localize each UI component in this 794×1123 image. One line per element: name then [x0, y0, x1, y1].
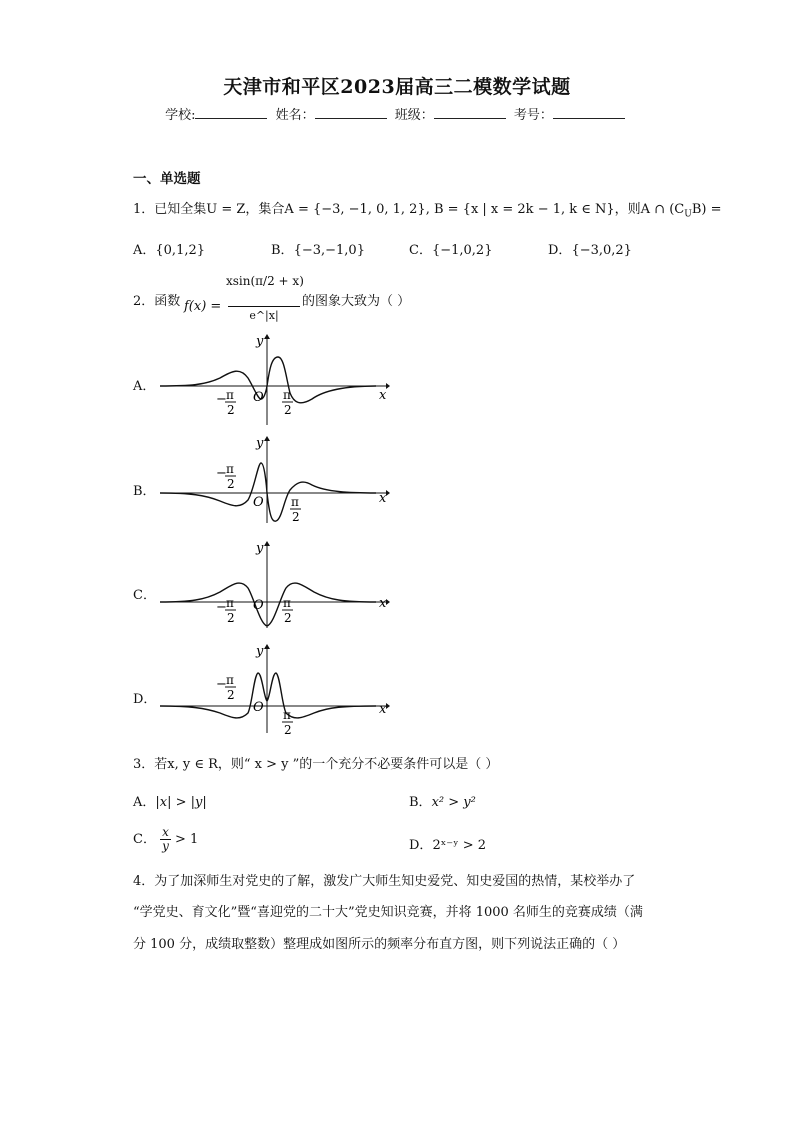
axis-y-label: y: [256, 436, 264, 451]
q2-graph-d: [150, 643, 390, 735]
q1-option-b: [271, 239, 365, 258]
pi-den: 2: [284, 723, 292, 735]
origin-label: O: [253, 390, 264, 405]
option-text: {−3,−1,0}: [293, 243, 365, 258]
q2-option-b-label: B．: [133, 484, 156, 499]
axis-x-label: x: [379, 491, 387, 506]
q1-option-a: [133, 239, 205, 258]
q1-stem-text: 1．已知全集U = Z，集合A = {−3, −1, 0, 1, 2}, B = {x | x = 2k − 1, k ∈ N}，则A ∩ (C: [133, 202, 685, 217]
pi-den: 2: [227, 611, 235, 625]
option-text: {0,1,2}: [155, 243, 206, 258]
q3-option-b: [409, 791, 476, 810]
q3-option-c: [133, 826, 198, 853]
q2-suffix: 的图象大致为（ ）: [302, 294, 411, 309]
option-label: A．: [133, 795, 156, 810]
axis-y-label: y: [256, 334, 264, 349]
q3-option-a: [133, 791, 207, 810]
fraction-denominator: y: [162, 839, 169, 853]
option-text: {−1,0,2}: [431, 243, 493, 258]
pi-num: π: [226, 388, 234, 402]
neg-sign: −: [216, 600, 227, 615]
class-blank: [434, 106, 506, 119]
option-text: {−3,0,2}: [571, 243, 632, 258]
q2-denominator: e^|x|: [249, 309, 279, 322]
q4-line-3: 分 100 分，成绩取整数）整理成如图所示的频率分布直方图，则下列说法正确的（ ）: [133, 937, 626, 952]
student-info-line: [0, 104, 794, 123]
pi-num: π: [291, 495, 299, 509]
name-label: 姓名：: [275, 108, 315, 123]
option-text: |x| > |y|: [155, 795, 207, 810]
school-label: 学校:: [165, 108, 196, 123]
q3-option-d: [409, 834, 486, 853]
number-blank: [553, 106, 625, 119]
origin-label: O: [253, 495, 264, 510]
q1-option-d: [548, 239, 632, 258]
option-label: A．: [133, 243, 156, 258]
pi-num: π: [226, 596, 234, 610]
question-3-stem: 3．若x, y ∈ R，则“ x > y ”的一个充分不必要条件可以是（ ）: [133, 757, 499, 772]
q2-prefix: 2．函数: [133, 294, 181, 309]
axis-y-label: y: [256, 644, 264, 659]
q1-stem-end: B) =: [691, 202, 722, 217]
axis-x-label: x: [379, 388, 387, 403]
option-label: D．: [548, 243, 572, 258]
q4-line-2: “学党史、育文化”暨“喜迎党的二十大”党史知识竞赛，并将 1000 名师生的竞赛成绩（满: [133, 905, 643, 920]
axis-y-label: y: [256, 541, 264, 556]
class-label: 班级：: [394, 108, 434, 123]
option-text: x² > y²: [431, 795, 476, 810]
origin-label: O: [253, 598, 264, 613]
q4-line-1: 4．为了加深师生对党史的了解，激发广大师生知史爱党、知史爱国的热情，某校举办了: [133, 874, 636, 889]
pi-num: π: [226, 462, 234, 476]
option-label: D．: [409, 838, 433, 853]
option-text: > 1: [175, 832, 199, 847]
neg-sign: −: [216, 677, 227, 692]
number-label: 考号：: [513, 108, 553, 123]
q2-numerator: xsin(π/2 + x): [226, 274, 304, 288]
pi-den: 2: [227, 403, 235, 417]
q2-graph-a: [150, 333, 390, 428]
pi-den: 2: [284, 403, 292, 417]
pi-num: π: [283, 388, 291, 402]
q2-graph-b: [150, 435, 390, 525]
q2-f-lhs: f(x) =: [184, 299, 222, 314]
option-text: 2ˣ⁻ʸ > 2: [432, 838, 487, 853]
name-blank: [315, 106, 387, 119]
option-label: C．: [409, 243, 432, 258]
page-title: 天津市和平区2023届高三二模数学试题: [223, 76, 571, 98]
q2-option-a-label: A．: [133, 379, 156, 394]
pi-den: 2: [284, 611, 292, 625]
section-heading: 一、单选题: [133, 171, 201, 187]
question-1-stem: [133, 198, 721, 220]
pi-num: π: [226, 673, 234, 687]
pi-den: 2: [227, 477, 235, 491]
axis-x-label: x: [379, 596, 387, 611]
q2-option-c-label: C．: [133, 588, 156, 603]
q1-stem-sub: U: [684, 209, 692, 220]
pi-num: π: [283, 708, 291, 722]
option-label: B．: [409, 795, 432, 810]
school-blank: [195, 106, 267, 119]
fraction-numerator: x: [162, 825, 169, 839]
option-label: B．: [271, 243, 294, 258]
pi-den: 2: [292, 510, 300, 524]
neg-sign: −: [216, 466, 227, 481]
q2-fraction-bar: [228, 306, 300, 307]
pi-num: π: [283, 596, 291, 610]
origin-label: O: [253, 700, 264, 715]
q2-graph-c: [150, 540, 390, 630]
fraction: [160, 826, 171, 853]
neg-sign: −: [216, 392, 227, 407]
q2-option-d-label: D．: [133, 692, 157, 707]
pi-den: 2: [227, 688, 235, 702]
option-label: C．: [133, 832, 156, 847]
axis-x-label: x: [379, 702, 387, 717]
q1-option-c: [409, 239, 492, 258]
